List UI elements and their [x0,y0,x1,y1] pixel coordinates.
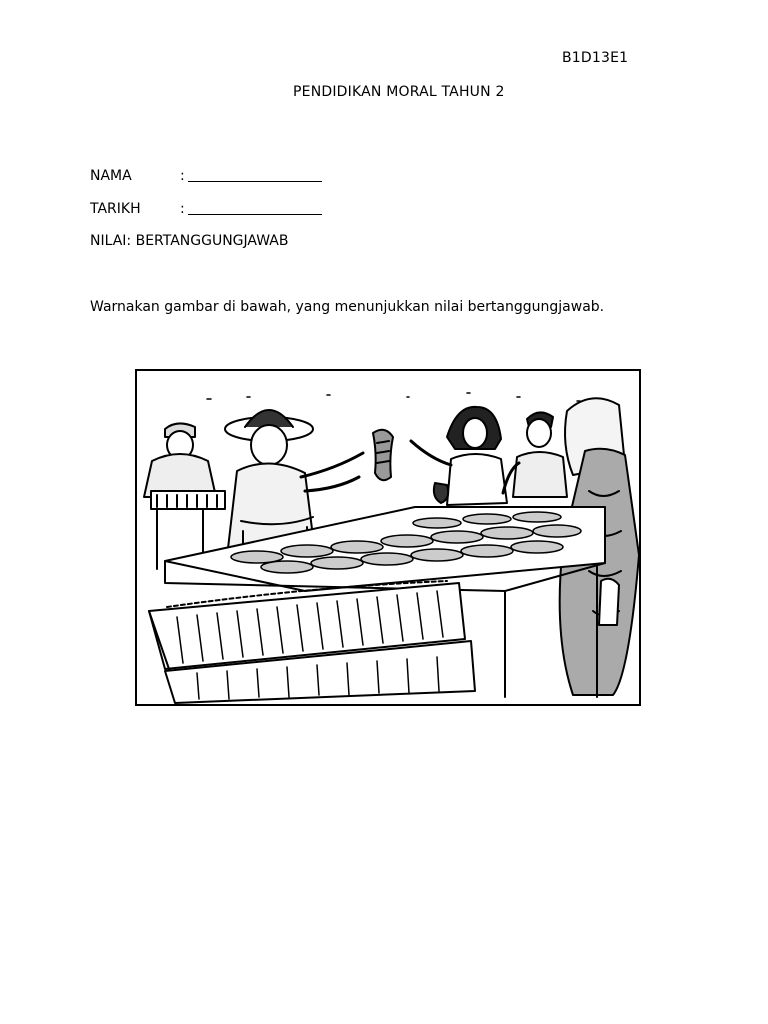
name-answer-line[interactable] [188,167,322,182]
held-fish [373,430,393,480]
moral-value-label: NILAI: BERTANGGUNGJAWAB [90,233,289,249]
date-label: TARIKH [90,201,141,217]
left-man-figure [144,423,225,569]
background-specks [207,393,580,401]
date-answer-line[interactable] [188,200,322,215]
page-title: PENDIDIKAN MORAL TAHUN 2 [293,84,505,100]
date-colon: : [180,201,185,217]
document-code: B1D13E1 [562,50,629,66]
fish-baskets [149,581,475,703]
customer-man-figure [503,412,567,497]
name-label: NAMA [90,168,132,184]
name-field-row [90,167,322,184]
instruction-text: Warnakan gambar di bawah, yang menunjukkan nilai bertanggungjawab. [90,299,605,315]
illustration-frame [135,369,641,706]
fish-market-stall-drawing [137,371,639,704]
name-colon: : [180,168,185,184]
date-field-row [90,200,322,217]
customer-woman-figure [411,407,507,505]
